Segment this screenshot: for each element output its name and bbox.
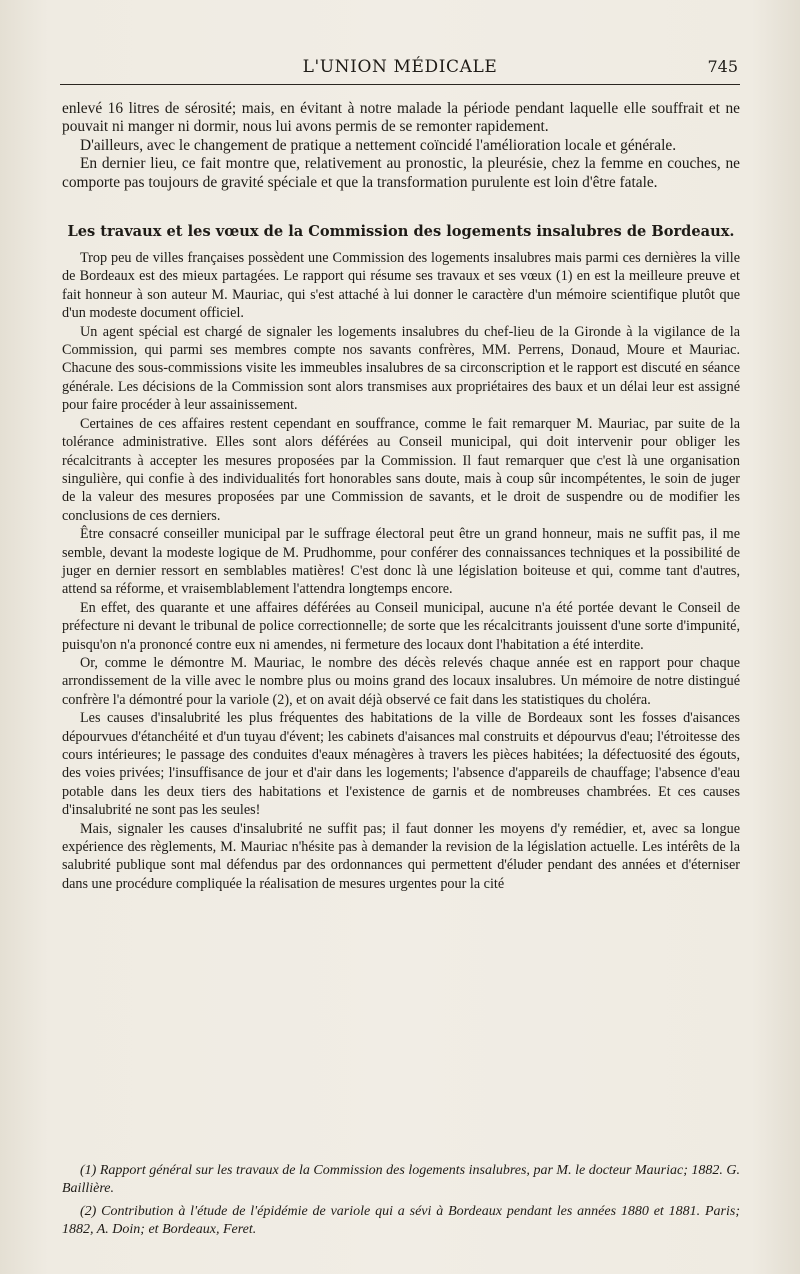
intro-section (62, 100, 740, 192)
header-rule (60, 84, 740, 85)
paragraph-3: Certaines de ces affaires restent cependant en souffrance, comme le fait remarquer M. Mauriac, par suite de la tolérance administrative. Elles sont alors déférées au Conseil municipal, qui doit intervenir pour obliger les récalcitrants à accepter les mesures proposées par la Commission. Il faut remarquer que c'est là une organisation singulière, qui confie à des individualités fort honorables sans doute, mais à coup sûr incompétentes, le soin de juger de la valeur des mesures proposées par une Commission de savants, et le droit de suspendre ou de modifier les conclusions de ces derniers. (62, 415, 740, 524)
paragraph-2: Un agent spécial est chargé de signaler les logements insalubres du chef-lieu de la Gironde à la vigilance de la Commission, qui parmi ses membres compte nos savants confrères, MM. Perrens, Donaud, Moure et Mauriac. Chacune des sous-commissions visite les immeubles insalubres de sa circonscription et le rapport est discuté en séance générale. Les décisions de la Commission sont alors transmises aux propriétaires des baux et un délai leur est assigné pour faire procéder à leur assainissement. (62, 323, 740, 414)
intro-paragraph-3: En dernier lieu, ce fait montre que, relativement au pronostic, la pleurésie, chez la femme en couches, ne comporte pas toujours de gravité spéciale et que la transformation purulente est loin d'être fatale. (62, 155, 740, 191)
footnote-2: (2) Contribution à l'étude de l'épidémie de variole qui a sévi à Bordeaux pendant les années 1880 et 1881. Paris; 1882, A. Doin; et Bordeaux, Feret. (62, 1204, 740, 1237)
paragraph-6: Or, comme le démontre M. Mauriac, le nombre des décès relevés chaque année est en rapport pour chaque arrondissement de la ville avec le nombre plus ou moins grand des locaux insalubres. Un mémoire de notre distingué confrère l'a démontré pour la variole (2), et on avait déjà observé ce fait dans les statistiques du choléra. (62, 654, 740, 708)
paragraph-8: Mais, signaler les causes d'insalubrité ne suffit pas; il faut donner les moyens d'y remédier, et, avec sa longue expérience des règlements, M. Mauriac n'hésite pas à demander la revision de la législation actuelle. Les intérêts de la salubrité publique sont mal défendus par des ordonnances qui permettent d'éluder pendant des années et d'éterniser dans une procédure compliquée la réalisation de mesures urgentes pour la cité (62, 820, 740, 892)
paragraph-7: Les causes d'insalubrité les plus fréquentes des habitations de la ville de Bordeaux sont les fosses d'aisances dépourvues d'étanchéité et d'un tuyau d'évent; les cabinets d'aisances mal construits et dépourvus d'eau; l'étroitesse des cours intérieures; le passage des conduites d'eaux ménagères à travers les pièces habitées; la défectuosité des égouts, des voies privées; l'insuffisance de jour et d'air dans les logements; l'absence d'appareils de chauffage; l'absence d'eau potable dans les deux tiers des habitations et l'existence de garnis et de nombreuses chambrées. Et ces causes d'insalubrité ne sont pas les seules! (62, 710, 740, 819)
footnote-1: (1) Rapport général sur les travaux de la Commission des logements insalubres, par M. le docteur Mauriac; 1882. G. Baillière. (62, 1163, 740, 1196)
running-header (62, 55, 738, 81)
main-text (62, 100, 740, 893)
page-number: 745 (707, 57, 738, 76)
intro-paragraph-2: D'ailleurs, avec le changement de pratique a nettement coïncidé l'amélioration locale et générale. (80, 136, 677, 154)
section-title: Les travaux et les vœux de la Commission des logements insalubres de Bordeaux. (67, 223, 735, 241)
journal-title: L'UNION MÉDICALE (302, 57, 498, 77)
intro-paragraph-1: enlevé 16 litres de sérosité; mais, en évitant à notre malade la période pendant laquelle elle souffrait et ne pouvait ni manger ni dormir, nous lui avons permis de se remonter rapidement. (62, 100, 740, 136)
footnotes (62, 1162, 740, 1244)
paragraph-1: Trop peu de villes françaises possèdent une Commission des logements insalubres mais parmi ces dernières la ville de Bordeaux est des mieux partagées. Le rapport qui résume ses travaux et ses vœux (1) en est la meilleure preuve et fait honneur à son auteur M. Mauriac, qui s'est attaché à lui donner le caractère d'un mémoire scientifique plutôt que d'un modeste document officiel. (62, 250, 740, 322)
paragraph-5: En effet, des quarante et une affaires déférées au Conseil municipal, aucune n'a été portée devant le Conseil de préfecture ni devant le tribunal de police correctionnelle; de sorte que les récalcitrants jouissent d'une sorte d'impunité, puisqu'on n'a prononcé contre eux ni amendes, ni fermeture des locaux dont l'habitation a été interdite. (62, 599, 740, 653)
paragraph-4: Être consacré conseiller municipal par le suffrage électoral peut être un grand honneur, mais ne suffit pas, il me semble, devant la modeste logique de M. Prudhomme, pour conférer des connaissances techniques et la possibilité de juger en dernier ressort en semblables matières! C'est donc là une législation boiteuse et qui, comme tant d'autres, attend sa réforme, et vraisemblablement l'attendra longtemps encore. (62, 526, 740, 598)
